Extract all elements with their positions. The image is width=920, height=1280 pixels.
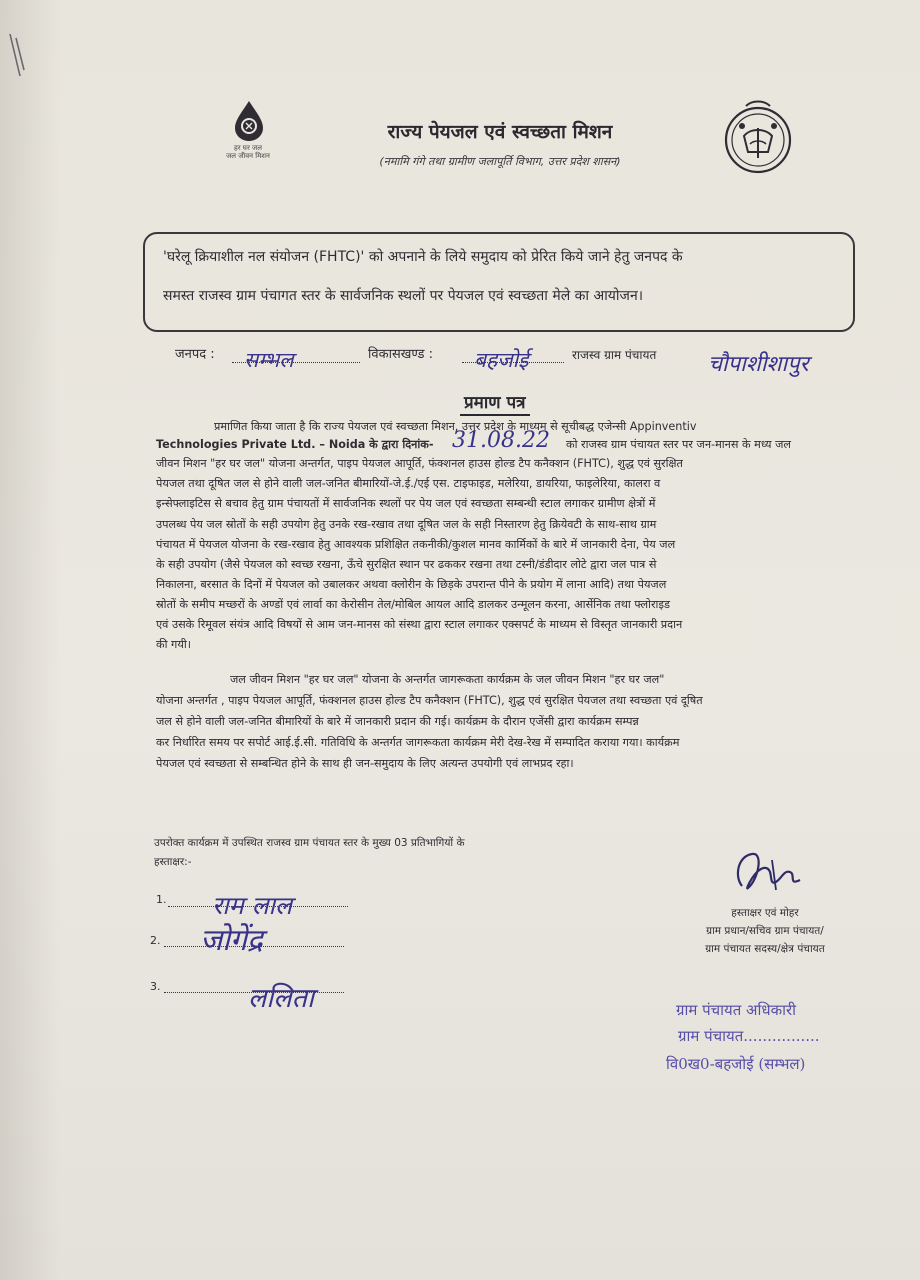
para1-line-6: उपलब्ध पेय जल स्रोतों के सही उपयोग हेतु उनके रख-रखाव तथा दूषित जल के सही निस्तारण हेतु क्रियेवटी के साथ-साथ ग्राम xyxy=(156,518,657,531)
water-drop-icon xyxy=(232,100,266,142)
banner-line-2: समस्त राजस्व ग्राम पंचागत स्तर के सार्वजनिक स्थलों पर पेयजल एवं स्वच्छता मेले का आयोजन। xyxy=(163,288,644,304)
participant-num-3: 3. xyxy=(150,980,161,993)
page-shadow xyxy=(0,0,60,1280)
up-govt-emblem-icon xyxy=(722,98,794,178)
panchayat-value: चौपाशीशापुर xyxy=(708,352,809,377)
vikaskhand-label: विकासखण्ड : xyxy=(368,347,434,362)
authority-line-2: ग्राम प्रधान/सचिव ग्राम पंचायत/ xyxy=(706,925,824,937)
banner-line-1: 'घरेलू क्रियाशील नल संयोजन (FHTC)' को अपनाने के लिये समुदाय को प्रेरित किये जाने हेतु जनपद के xyxy=(163,249,683,265)
authority-line-1: हस्ताक्षर एवं मोहर xyxy=(731,907,799,919)
org-subtitle: (नमामि गंगे तथा ग्रामीण जलापूर्ति विभाग, उत्तर प्रदेश शासन) xyxy=(379,155,621,168)
janpad-label: जनपद : xyxy=(175,347,215,362)
participant-num-1: 1. xyxy=(156,893,167,906)
vikaskhand-value: बहजोई xyxy=(474,348,529,372)
certificate-title: प्रमाण पत्र xyxy=(460,390,530,416)
stamp-line-2: ग्राम पंचायत................ xyxy=(678,1027,820,1045)
participant-name-2: जोगेंद्र xyxy=(200,923,263,958)
event-date: 31.08.22 xyxy=(452,428,550,453)
panchayat-label: राजस्व ग्राम पंचायत xyxy=(572,348,657,362)
stamp-line-1: ग्राम पंचायत अधिकारी xyxy=(676,1001,797,1019)
para2-line-3: जल से होने वाली जल-जनित बीमारियों के बारे में जानकारी प्रदान की गई। कार्यक्रम के दौरान एजेंसी द्वारा कार्यक्रम सम्पन्न xyxy=(156,715,639,728)
para1-line-5: इन्सेफ्लाइटिस से बचाव हेतु ग्राम पंचायतों में सार्वजनिक स्थलों पर पेय जल एवं स्वच्छता सम्बन्धी स्टाल लगाकर ग्रामीण क्षेत्रों में xyxy=(156,497,656,510)
para1-line-2 xyxy=(156,437,434,452)
logo-caption-2: जल जीवन मिशन xyxy=(226,152,270,160)
participant-name-3: ललिता xyxy=(248,983,314,1014)
corner-scribble-icon xyxy=(6,30,28,80)
janpad-value: सम्भल xyxy=(244,348,294,372)
para1-line-9: निकालना, बरसात के दिनों में पेयजल को उबालकर अथवा क्लोरीन के छिड़के उपरान्त पीने के प्रयोग में लाना आदि) तथा पेयजल xyxy=(156,578,667,591)
para2-line-1: जल जीवन मिशन "हर घर जल" योजना के अन्तर्गत जागरूकता कार्यक्रम के जल जीवन मिशन "हर घर जल" xyxy=(230,673,665,686)
para1-line-10: स्रोतों के समीप मच्छरों के अण्डों एवं लार्वा का केरोसीन तेल/मोबिल आयल आदि डालकर उन्मूलन करना, आर्सेनिक तथा फ्लोराइड xyxy=(156,598,670,611)
para2-line-4: कर निर्धारित समय पर सपोर्ट आई.ई.सी. गतिविधि के अन्तर्गत जागरूकता कार्यक्रम मेरी देख-रेख में सम्पादित कराया गया। कार्यक्रम xyxy=(156,736,680,749)
para1-line-4: पेयजल तथा दूषित जल से होने वाली जल-जनित बीमारियों-जे.ई./एई एस. टाइफाइड, मलेरिया, डायरिया, फाइलेरिया, कालरा व xyxy=(156,477,661,490)
stamp-line-3: वि0ख0-बहजोई (सम्भल) xyxy=(666,1055,806,1073)
participant-name-1: राम लाल xyxy=(212,891,292,920)
para1-line-7: पंचायत में पेयजल योजना के रख-रखाव हेतु आवश्यक प्रशिक्षित तकनीकी/कुशल मानव कार्मिकों के बारे में जानकारी देना, पेय जल xyxy=(156,538,676,551)
company-name: Technologies Private Ltd. – Noida के द्वारा दिनांक- xyxy=(156,438,434,451)
participant-num-2: 2. xyxy=(150,934,161,947)
participants-intro: उपरोक्त कार्यक्रम में उपस्थित राजस्व ग्राम पंचायत स्तर के मुख्य 03 प्रतिभागियों के xyxy=(154,837,465,849)
para1-line-2b: को राजस्व ग्राम पंचायत स्तर पर जन-मानस के मध्य जल xyxy=(566,438,791,451)
para2-line-2: योजना अन्तर्गत , पाइप पेयजल आपूर्ति, फंक्शनल हाउस होल्ड टैप कनैक्शन (FHTC), शुद्ध एवं सुरक्षित पेयजल तथा स्वच्छता एवं दूषित xyxy=(156,694,703,707)
participants-intro-2: हस्ताक्षर:- xyxy=(154,856,192,868)
para1-line-3: जीवन मिशन "हर घर जल" योजना अन्तर्गत, पाइप पेयजल आपूर्ति, फंक्शनल हाउस होल्ड टैप कनैक्शन (FHTC), शुद्ध एवं सुरक्षित xyxy=(156,457,683,470)
org-title: राज्य पेयजल एवं स्वच्छता मिशन xyxy=(387,121,613,143)
pradhan-signature-icon xyxy=(728,846,808,902)
para1-line-8: के सही उपयोग (जैसे पेयजल को स्वच्छ रखना, ऊँचे सुरक्षित स्थान पर ढककर रखना तथा टस्नी/डंडीदार लोटे द्वारा जल पात्र से xyxy=(156,558,657,571)
para1-line-11: एवं उसके रिमूवल संयंत्र आदि विषयों से आम जन-मानस को संस्था द्वारा स्टाल लगाकर एक्सपर्ट के माध्यम से विस्तृत जानकारी प्रदान xyxy=(156,618,683,631)
para1-line-1: प्रमाणित किया जाता है कि राज्य पेयजल एवं स्वच्छता मिशन, उत्तर प्रदेश के माध्यम से सूचीबद्ध एजेन्सी Appinventiv xyxy=(214,420,697,433)
logo-caption-1: हर घर जल xyxy=(234,144,262,152)
jal-jeevan-logo xyxy=(218,100,278,164)
authority-line-3: ग्राम पंचायत सदस्य/क्षेत्र पंचायत xyxy=(705,943,825,955)
para2-line-5: पेयजल एवं स्वच्छता से सम्बन्धित होने के साथ ही जन-समुदाय के लिए अत्यन्त उपयोगी एवं लाभप्रद रहा। xyxy=(156,757,574,770)
para1-line-12: की गयी। xyxy=(156,638,191,651)
